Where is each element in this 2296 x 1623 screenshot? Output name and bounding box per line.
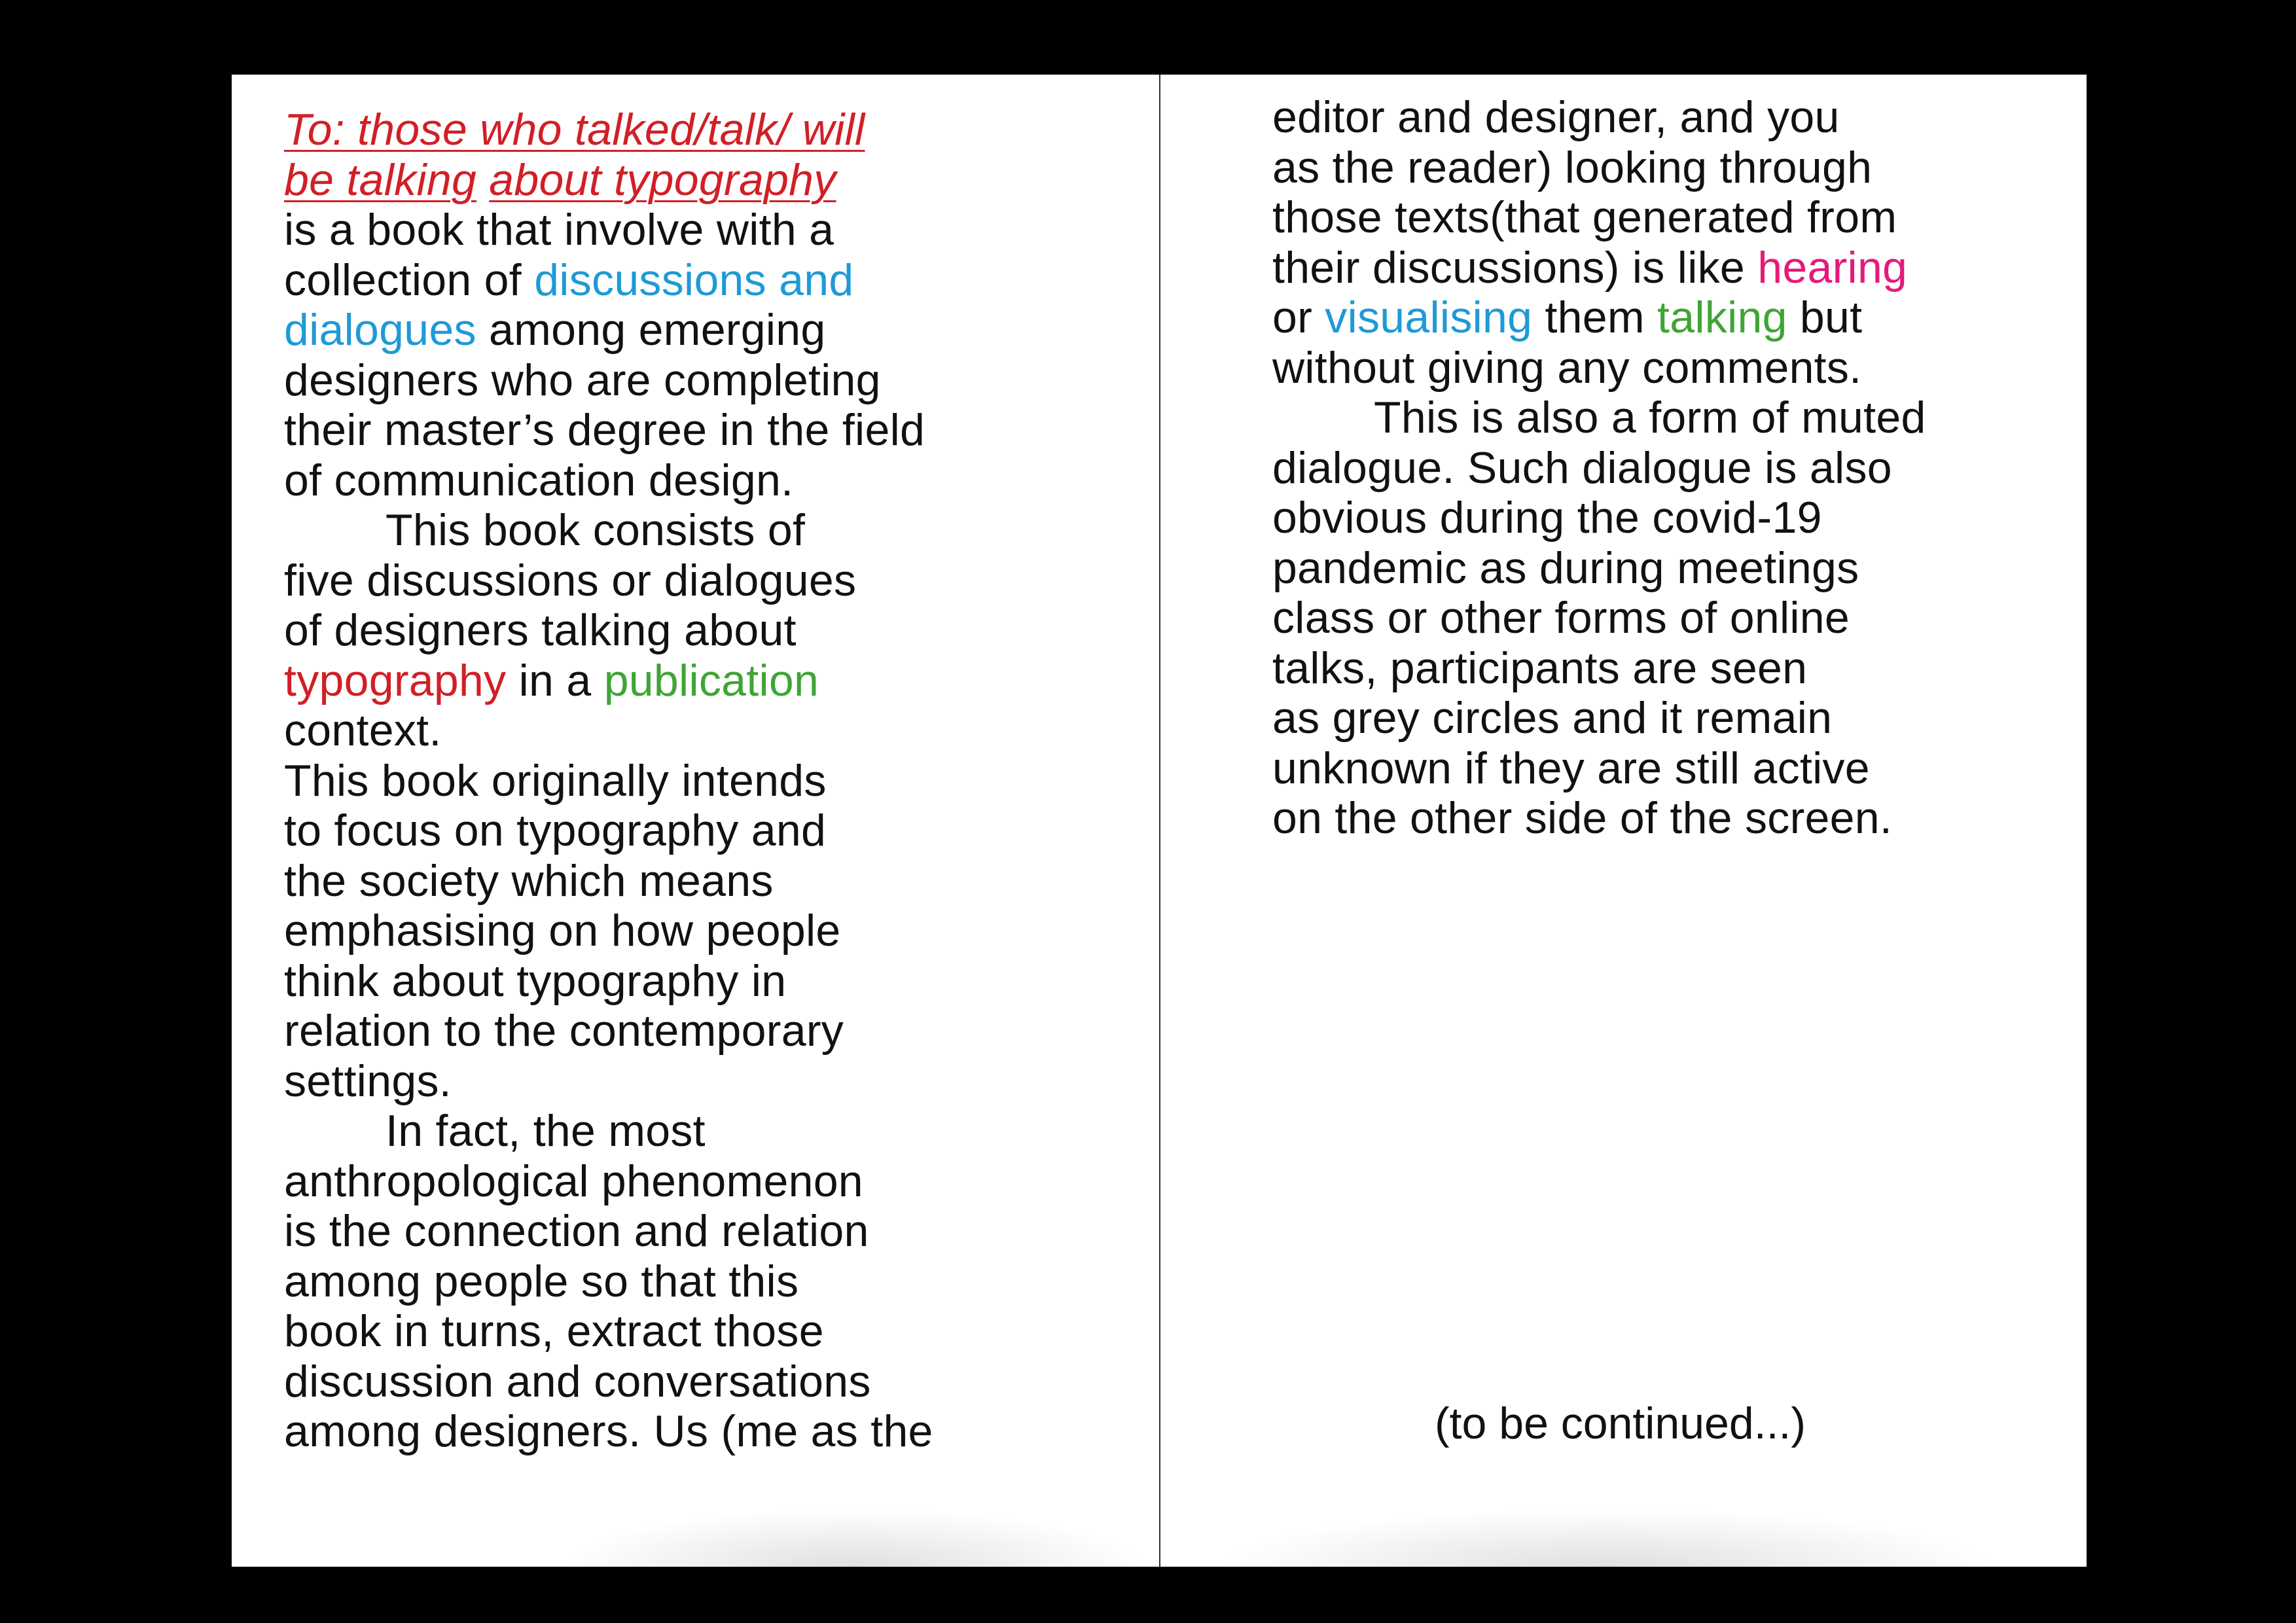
text-line: pandemic as during meetings (1272, 543, 1859, 593)
text-line: discussion and conversations (284, 1356, 871, 1406)
text-span: but (1787, 293, 1863, 342)
text-line: the society which means (284, 855, 774, 906)
page-fold (1159, 75, 1160, 1567)
text-line: emphasising on how people (284, 906, 841, 955)
text-line (1272, 243, 2058, 293)
text-span: them (1532, 293, 1658, 342)
text-span: their discussions) is like (1272, 242, 1758, 293)
text-line: relation to the contemporary (284, 1006, 844, 1056)
text-line: without giving any comments. (1272, 342, 1862, 393)
text-line: as the reader) looking through (1272, 142, 1873, 192)
text-line: is the connection and relation (284, 1206, 869, 1256)
text-line: context. (284, 705, 442, 755)
text-line: five discussions or dialogues (284, 555, 857, 605)
text-line: This book consists of (386, 505, 806, 555)
right-page-text (1272, 92, 2058, 844)
highlight-green: talking (1657, 293, 1787, 342)
text-span: in a (506, 655, 604, 705)
highlight-pink: hearing (1757, 242, 1908, 293)
text-line: talks, participants are seen (1272, 643, 1808, 693)
book-spread (232, 75, 2087, 1567)
text-line: obvious during the covid-19 (1272, 493, 1822, 543)
text-line: among designers. Us (me as the (284, 1406, 933, 1456)
text-line (1272, 293, 2058, 343)
text-line: dialogue. Such dialogue is also (1272, 442, 1892, 493)
title-text: about typography (489, 154, 836, 205)
text-span: collection of (284, 255, 535, 305)
title-text: To: those who talked/talk/ will (284, 105, 865, 154)
highlight-red: typography (284, 655, 507, 705)
text-line: book in turns, extract those (284, 1306, 824, 1356)
page-shadow-right (1213, 1508, 1999, 1567)
highlight-blue: dialogues (284, 305, 476, 355)
text-line: This is also a form of muted (1374, 393, 1926, 442)
text-span: or (1272, 293, 1325, 342)
text-line: unknown if they are still active (1272, 743, 1870, 793)
text-line: as grey circles and it remain (1272, 693, 1833, 743)
text-line: those texts(that generated from (1272, 192, 1897, 242)
left-page-text (284, 105, 1102, 1457)
text-line: to focus on typography and (284, 806, 827, 855)
text-line: class or other forms of online (1272, 593, 1850, 643)
text-line (284, 656, 1102, 706)
text-line: think about typography in (284, 955, 787, 1006)
text-line: is a book that involve with a (284, 205, 834, 255)
text-line: editor and designer, and you (1272, 92, 1840, 142)
text-line: among people so that this (284, 1256, 799, 1306)
text-span: among emerging (476, 305, 826, 355)
text-line: of communication design. (284, 455, 794, 505)
text-line (284, 305, 1102, 355)
text-line: In fact, the most (386, 1106, 706, 1156)
to-be-continued: (to be continued...) (1435, 1399, 1806, 1448)
title-line (284, 105, 1102, 155)
text-line (284, 255, 1102, 306)
text-line: settings. (284, 1056, 452, 1106)
text-line: their master’s degree in the field (284, 405, 925, 455)
text-line: anthropological phenomenon (284, 1156, 863, 1206)
page-shadow-left (559, 1508, 1148, 1567)
title-line (284, 155, 1102, 205)
highlight-blue: discussions and (534, 255, 854, 305)
text-line: on the other side of the screen. (1272, 793, 1893, 843)
title-text: be talking (284, 154, 477, 205)
text-line: designers who are completing (284, 355, 881, 405)
text-line: of designers talking about (284, 605, 797, 655)
highlight-green: publication (603, 655, 819, 705)
highlight-blue: visualising (1325, 293, 1533, 342)
text-line: This book originally intends (284, 755, 827, 806)
